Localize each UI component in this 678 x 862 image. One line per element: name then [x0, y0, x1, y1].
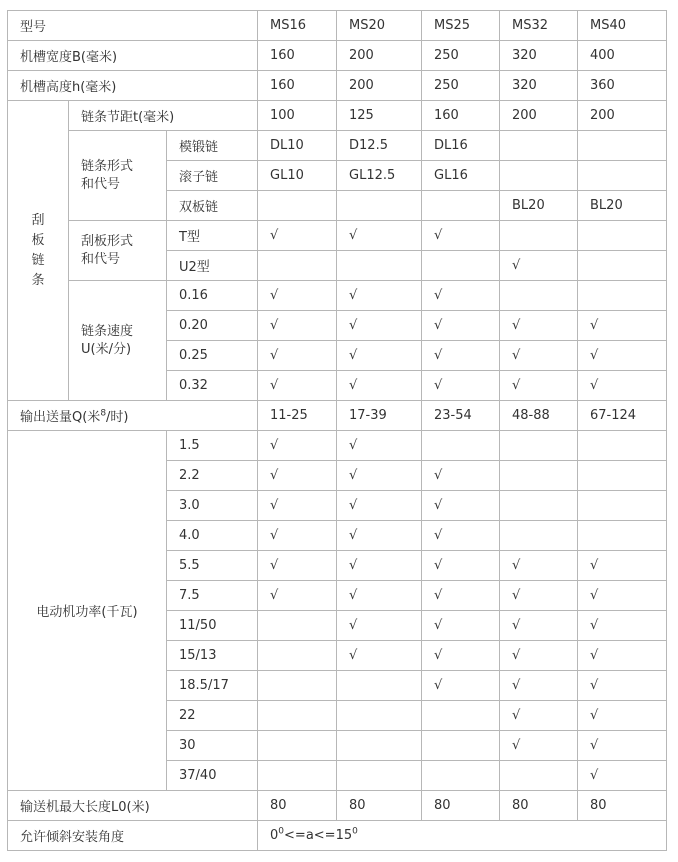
- cell-value: [258, 191, 337, 221]
- cell-value: √: [578, 581, 667, 611]
- chain-group-char: 刮: [31, 212, 45, 228]
- sub-label: 1.5: [167, 431, 258, 461]
- cell-value: √: [337, 581, 422, 611]
- cell-value: [500, 221, 578, 251]
- cell-value: √: [422, 581, 500, 611]
- cell-value: [422, 761, 500, 791]
- cell-value: √: [258, 551, 337, 581]
- cell-value: 360: [578, 71, 667, 101]
- header-row: [8, 11, 667, 41]
- label-line: U(米/分): [81, 341, 132, 357]
- cell-value: 160: [422, 101, 500, 131]
- chain-group-char: 条: [31, 272, 45, 288]
- cell-value: √: [500, 341, 578, 371]
- angle-value: [258, 821, 667, 851]
- scraper-row: [8, 221, 667, 251]
- cell-value: √: [578, 641, 667, 671]
- cell-value: [578, 431, 667, 461]
- cell-value: 160: [258, 71, 337, 101]
- cell-value: √: [578, 341, 667, 371]
- cell-value: [258, 731, 337, 761]
- width-row: [8, 41, 667, 71]
- sub-label: 滚子链: [167, 161, 258, 191]
- sub-label: 37/40: [167, 761, 258, 791]
- label-line: 和代号: [81, 251, 121, 267]
- cell-value: 48-88: [500, 401, 578, 431]
- label-line: 和代号: [81, 176, 121, 192]
- cell-value: 400: [578, 41, 667, 71]
- capacity-row: [8, 401, 667, 431]
- cell-value: 160: [258, 41, 337, 71]
- cell-value: 200: [337, 71, 422, 101]
- sub-label: 4.0: [167, 521, 258, 551]
- cell-value: [578, 521, 667, 551]
- sub-label: 22: [167, 701, 258, 731]
- motor-row: [8, 431, 667, 461]
- label-line: 链条速度: [81, 323, 134, 339]
- cell-value: √: [337, 611, 422, 641]
- cell-value: 80: [337, 791, 422, 821]
- cell-value: √: [258, 491, 337, 521]
- sub-label: 0.32: [167, 371, 258, 401]
- model-header: MS25: [422, 11, 500, 41]
- cell-value: [258, 251, 337, 281]
- model-header: MS20: [337, 11, 422, 41]
- cell-value: √: [422, 611, 500, 641]
- cell-value: 320: [500, 71, 578, 101]
- cell-value: √: [422, 281, 500, 311]
- cell-value: 67-124: [578, 401, 667, 431]
- cell-value: [258, 611, 337, 641]
- sub-label: 18.5/17: [167, 671, 258, 701]
- cell-value: 80: [578, 791, 667, 821]
- chain-form-row: [8, 131, 667, 161]
- cell-value: [258, 641, 337, 671]
- cell-value: √: [337, 491, 422, 521]
- sub-label: 3.0: [167, 491, 258, 521]
- cell-value: √: [500, 731, 578, 761]
- model-header: MS32: [500, 11, 578, 41]
- row-label: 允许倾斜安装角度: [8, 821, 258, 851]
- cell-value: √: [422, 311, 500, 341]
- sub-label: 11/50: [167, 611, 258, 641]
- cell-value: √: [578, 551, 667, 581]
- row-label: 机槽宽度B(毫米): [8, 41, 258, 71]
- cell-value: √: [258, 521, 337, 551]
- speed-label: [69, 281, 167, 401]
- max-length-row: [8, 791, 667, 821]
- row-label: 输送机最大长度L0(米): [8, 791, 258, 821]
- cell-value: √: [578, 311, 667, 341]
- cell-value: √: [422, 341, 500, 371]
- cell-value: 80: [258, 791, 337, 821]
- sub-label: U2型: [167, 251, 258, 281]
- angle-text: <=a<=15: [284, 828, 353, 843]
- cell-value: √: [422, 521, 500, 551]
- cell-value: 250: [422, 71, 500, 101]
- model-header: MS40: [578, 11, 667, 41]
- cell-value: [578, 161, 667, 191]
- cell-value: [258, 761, 337, 791]
- cell-value: √: [500, 551, 578, 581]
- cell-value: √: [258, 461, 337, 491]
- cell-value: √: [422, 671, 500, 701]
- chain-form-label: [69, 131, 167, 221]
- label-text: 输出送量Q(米: [20, 410, 101, 425]
- cell-value: GL16: [422, 161, 500, 191]
- cell-value: √: [422, 641, 500, 671]
- sub-label: 7.5: [167, 581, 258, 611]
- label-line: 刮板形式: [81, 233, 134, 249]
- spec-table: [7, 10, 667, 851]
- cell-value: √: [578, 761, 667, 791]
- cell-value: [337, 731, 422, 761]
- cell-value: [337, 701, 422, 731]
- cell-value: DL10: [258, 131, 337, 161]
- cell-value: √: [422, 551, 500, 581]
- cell-value: GL12.5: [337, 161, 422, 191]
- header-label: 型号: [8, 11, 258, 41]
- cell-value: [337, 671, 422, 701]
- cell-value: 320: [500, 41, 578, 71]
- cell-value: [578, 281, 667, 311]
- cell-value: 250: [422, 41, 500, 71]
- cell-value: GL10: [258, 161, 337, 191]
- cell-value: BL20: [500, 191, 578, 221]
- cell-value: [578, 251, 667, 281]
- cell-value: [337, 761, 422, 791]
- cell-value: √: [500, 251, 578, 281]
- cell-value: [500, 161, 578, 191]
- cell-value: 80: [422, 791, 500, 821]
- height-row: [8, 71, 667, 101]
- speed-row: [8, 281, 667, 311]
- cell-value: √: [337, 281, 422, 311]
- angle-superscript: 0: [278, 826, 285, 837]
- cell-value: √: [500, 371, 578, 401]
- cell-value: √: [500, 581, 578, 611]
- cell-value: 200: [337, 41, 422, 71]
- cell-value: √: [578, 701, 667, 731]
- cell-value: √: [337, 551, 422, 581]
- cell-value: [258, 671, 337, 701]
- cell-value: [500, 761, 578, 791]
- cell-value: √: [337, 521, 422, 551]
- cell-value: [500, 281, 578, 311]
- motor-label: 电动机功率(千瓦): [8, 431, 167, 791]
- cell-value: [337, 251, 422, 281]
- angle-text: 0: [270, 828, 279, 843]
- cell-value: [337, 191, 422, 221]
- cell-value: √: [258, 431, 337, 461]
- cell-value: [422, 731, 500, 761]
- cell-value: [500, 461, 578, 491]
- label-text: /时): [106, 410, 129, 425]
- cell-value: √: [500, 611, 578, 641]
- cell-value: √: [258, 341, 337, 371]
- cell-value: 11-25: [258, 401, 337, 431]
- cell-value: [500, 521, 578, 551]
- cell-value: √: [337, 341, 422, 371]
- cell-value: 17-39: [337, 401, 422, 431]
- cell-value: √: [337, 371, 422, 401]
- cell-value: [500, 131, 578, 161]
- cell-value: √: [337, 431, 422, 461]
- sub-label: 2.2: [167, 461, 258, 491]
- row-label: 机槽高度h(毫米): [8, 71, 258, 101]
- cell-value: √: [258, 371, 337, 401]
- cell-value: √: [500, 311, 578, 341]
- sub-label: 0.20: [167, 311, 258, 341]
- chain-group-label: [8, 101, 69, 401]
- cell-value: [422, 251, 500, 281]
- scraper-label: [69, 221, 167, 281]
- cell-value: [500, 491, 578, 521]
- cell-value: 200: [500, 101, 578, 131]
- cell-value: [422, 191, 500, 221]
- chain-group-char: 链: [31, 252, 45, 268]
- cell-value: [578, 461, 667, 491]
- cell-value: √: [500, 671, 578, 701]
- cell-value: [258, 701, 337, 731]
- cell-value: √: [500, 701, 578, 731]
- cell-value: √: [258, 281, 337, 311]
- angle-row: [8, 821, 667, 851]
- cell-value: [578, 221, 667, 251]
- sub-label: 30: [167, 731, 258, 761]
- cell-value: [578, 491, 667, 521]
- cell-value: √: [422, 461, 500, 491]
- cell-value: [422, 431, 500, 461]
- chain-group-char: 板: [31, 232, 45, 248]
- sub-label: 0.16: [167, 281, 258, 311]
- sub-label: T型: [167, 221, 258, 251]
- angle-superscript: 0: [352, 826, 358, 837]
- cell-value: √: [578, 731, 667, 761]
- cell-value: √: [337, 641, 422, 671]
- cell-value: √: [578, 371, 667, 401]
- cell-value: BL20: [578, 191, 667, 221]
- cell-value: √: [258, 581, 337, 611]
- cell-value: √: [337, 221, 422, 251]
- cell-value: D12.5: [337, 131, 422, 161]
- label-line: 链条形式: [81, 158, 134, 174]
- cell-value: 100: [258, 101, 337, 131]
- cell-value: DL16: [422, 131, 500, 161]
- cell-value: √: [422, 491, 500, 521]
- sub-label: 模锻链: [167, 131, 258, 161]
- cell-value: [422, 701, 500, 731]
- cell-value: √: [578, 671, 667, 701]
- cell-value: [500, 431, 578, 461]
- sub-label: 双板链: [167, 191, 258, 221]
- sub-label: 5.5: [167, 551, 258, 581]
- sub-label: 0.25: [167, 341, 258, 371]
- sub-label: 15/13: [167, 641, 258, 671]
- cell-value: √: [337, 311, 422, 341]
- cell-value: 125: [337, 101, 422, 131]
- cell-value: 23-54: [422, 401, 500, 431]
- cell-value: √: [258, 311, 337, 341]
- pitch-row: [8, 101, 667, 131]
- cell-value: [578, 131, 667, 161]
- cell-value: √: [500, 641, 578, 671]
- cell-value: √: [258, 221, 337, 251]
- label-superscript: 8: [100, 408, 107, 419]
- cell-value: 200: [578, 101, 667, 131]
- cell-value: 80: [500, 791, 578, 821]
- capacity-label: [8, 401, 258, 431]
- row-label: 链条节距t(毫米): [69, 101, 258, 131]
- cell-value: √: [337, 461, 422, 491]
- cell-value: √: [578, 611, 667, 641]
- cell-value: √: [422, 371, 500, 401]
- model-header: MS16: [258, 11, 337, 41]
- cell-value: √: [422, 221, 500, 251]
